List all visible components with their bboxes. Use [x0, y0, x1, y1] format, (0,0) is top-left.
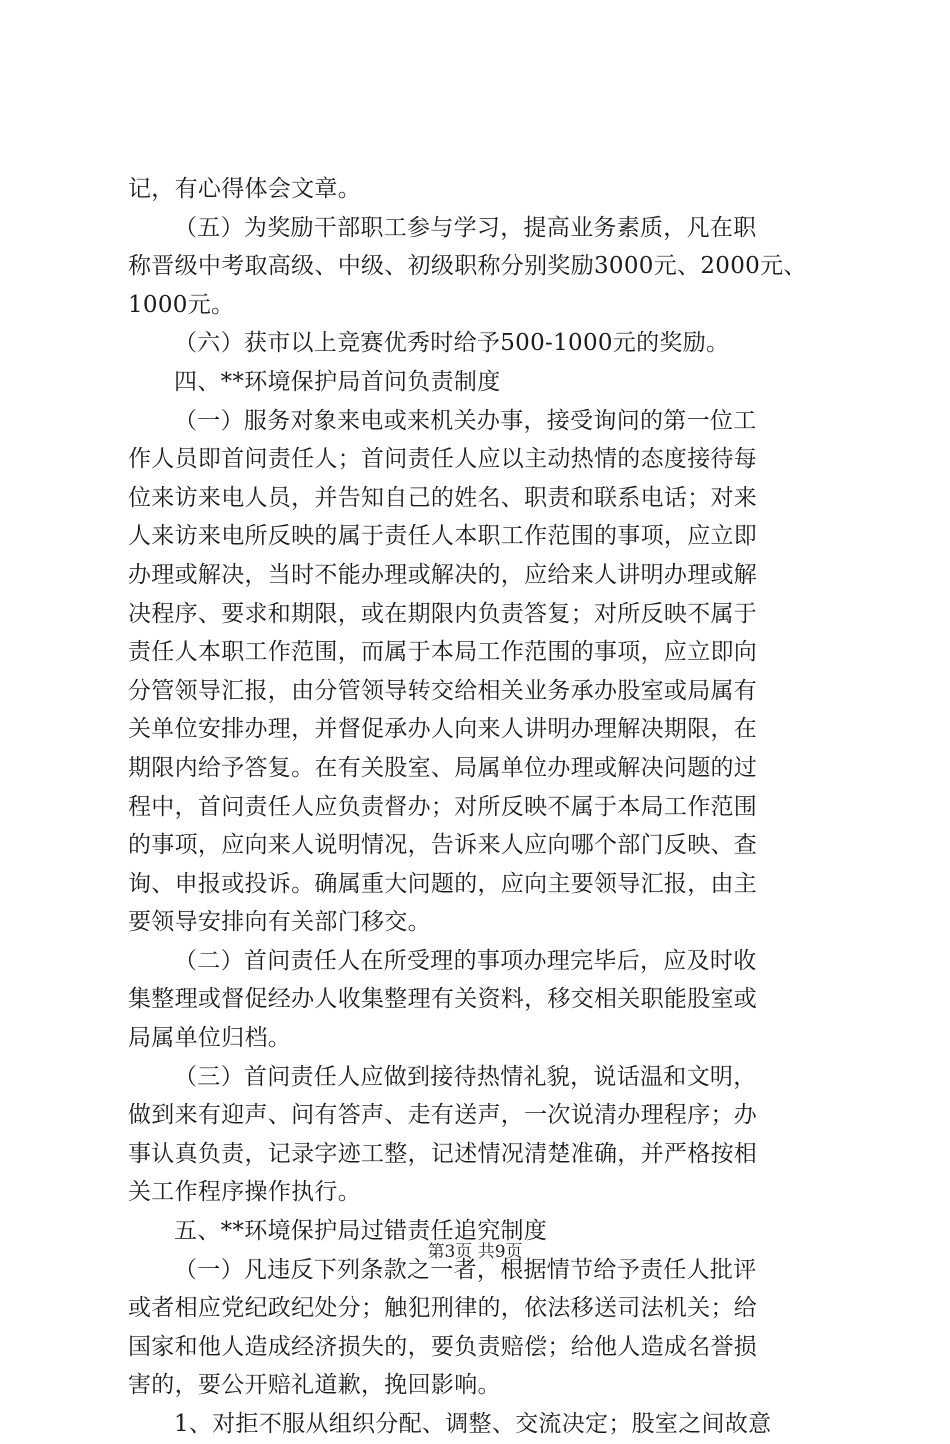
page-number-footer: 第3页 共9页 — [427, 1242, 523, 1262]
section-heading: 五、**环境保护局过错责任追究制度 — [174, 1218, 548, 1245]
text-line: （一）凡违反下列条款之一者，根据情节给予责任人批评 — [174, 1256, 757, 1283]
text-line: 程中，首问责任人应负责督办；对所反映不属于本局工作范围 — [128, 793, 758, 820]
text-line: 关单位安排办理，并督促承办人向来人讲明办理解决期限，在 — [128, 716, 758, 743]
text-line: 要领导安排向有关部门移交。 — [128, 909, 431, 936]
text-line: 作人员即首问责任人；首问责任人应以主动热情的态度接待每 — [128, 446, 758, 473]
text-line: 的事项，应向来人说明情况，告诉来人应向哪个部门反映、查 — [128, 832, 758, 859]
text-line: 1、对拒不服从组织分配、调整、交流决定；股室之间故意 — [174, 1411, 772, 1437]
text-line: 分管领导汇报，由分管领导转交给相关业务承办股室或局属有 — [128, 677, 758, 704]
text-line: 局属单位归档。 — [128, 1025, 292, 1052]
text-line: 国家和他人造成经济损失的，要负责赔偿；给他人造成名誉损 — [128, 1333, 758, 1360]
text-line: 决程序、要求和期限，或在期限内负责答复；对所反映不属于 — [128, 600, 758, 627]
text-line: （三）首问责任人应做到接待热情礼貌，说话温和文明， — [174, 1063, 757, 1090]
section-heading: 四、**环境保护局首问负责制度 — [174, 368, 501, 395]
text-line: 或者相应党纪政纪处分；触犯刑律的，依法移送司法机关；给 — [128, 1295, 758, 1322]
text-line: 记，有心得体会文章。 — [128, 176, 361, 202]
text-line: （六）获市以上竞赛优秀时给予500-1000元的奖励。 — [174, 330, 730, 357]
text-line: 1000元。 — [128, 291, 235, 318]
text-line: 事认真负责，记录字迹工整，记述情况清楚准确，并严格按相 — [128, 1140, 758, 1167]
text-line: 办理或解决，当时不能办理或解决的，应给来人讲明办理或解 — [128, 561, 758, 588]
text-line: 害的，要公开赔礼道歉，挽回影响。 — [128, 1372, 501, 1399]
text-line: 询、申报或投诉。确属重大问题的，应向主要领导汇报，由主 — [128, 870, 758, 897]
text-line: 期限内给予答复。在有关股室、局属单位办理或解决问题的过 — [128, 754, 758, 781]
text-line: 人来访来电所反映的属于责任人本职工作范围的事项，应立即 — [128, 523, 758, 550]
text-line: （五）为奖励干部职工参与学习，提高业务素质，凡在职 — [174, 214, 757, 241]
text-line: （一）服务对象来电或来机关办事，接受询问的第一位工 — [174, 407, 757, 434]
text-line: 集整理或督促经办人收集整理有关资料，移交相关职能股室或 — [128, 986, 758, 1013]
text-line: 称晋级中考取高级、中级、初级职称分别奖励3000元、2000元、 — [128, 253, 807, 280]
text-line: 位来访来电人员，并告知自己的姓名、职责和联系电话；对来 — [128, 484, 758, 511]
text-line: 责任人本职工作范围，而属于本局工作范围的事项，应立即向 — [128, 639, 758, 666]
text-line: 关工作程序操作执行。 — [128, 1179, 361, 1206]
text-line: （二）首问责任人在所受理的事项办理完毕后，应及时收 — [174, 947, 757, 974]
text-line: 做到来有迎声、问有答声、走有送声，一次说清办理程序；办 — [128, 1102, 758, 1129]
